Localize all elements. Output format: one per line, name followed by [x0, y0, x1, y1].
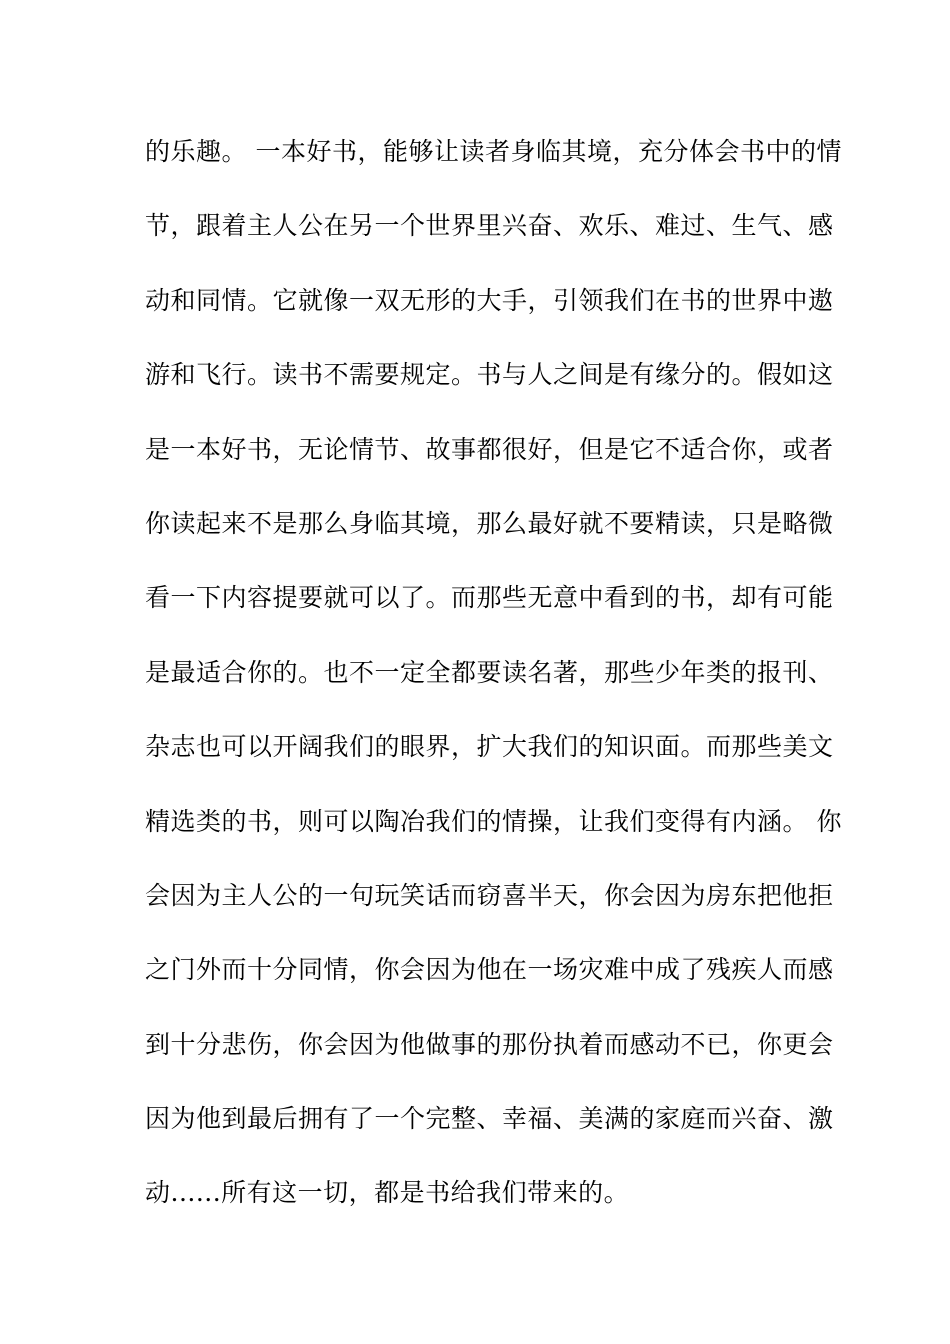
- text-line: 之门外而十分同情，你会因为他在一场灾难中成了残疾人而感: [145, 955, 834, 985]
- text-line: 是最适合你的。也不一定全都要读名著，那些少年类的报刊、: [145, 657, 834, 687]
- text-line: 动......所有这一切，都是书给我们带来的。: [145, 1178, 630, 1208]
- text-line: 节，跟着主人公在另一个世界里兴奋、欢乐、难过、生气、感: [145, 211, 834, 241]
- text-line: 到十分悲伤，你会因为他做事的那份执着而感动不已，你更会: [145, 1029, 834, 1059]
- text-line: 会因为主人公的一句玩笑话而窃喜半天，你会因为房东把他拒: [145, 880, 834, 910]
- text-line: 游和飞行。读书不需要规定。书与人之间是有缘分的。假如这: [145, 360, 834, 390]
- text-line: 杂志也可以开阔我们的眼界，扩大我们的知识面。而那些美文: [145, 732, 834, 762]
- text-line: 精选类的书，则可以陶冶我们的情操，让我们变得有内涵。 你: [145, 806, 842, 836]
- text-line: 看一下内容提要就可以了。而那些无意中看到的书，却有可能: [145, 583, 834, 613]
- text-line: 动和同情。它就像一双无形的大手，引领我们在书的世界中遨: [145, 285, 834, 315]
- body-text: [145, 128, 842, 1244]
- text-line: 你读起来不是那么身临其境，那么最好就不要精读，只是略微: [145, 508, 834, 538]
- text-line: 是一本好书，无论情节、故事都很好，但是它不适合你，或者: [145, 434, 834, 464]
- text-line: 的乐趣。 一本好书，能够让读者身临其境，充分体会书中的情: [145, 137, 842, 166]
- text-line: 因为他到最后拥有了一个完整、幸福、美满的家庭而兴奋、激: [145, 1104, 834, 1134]
